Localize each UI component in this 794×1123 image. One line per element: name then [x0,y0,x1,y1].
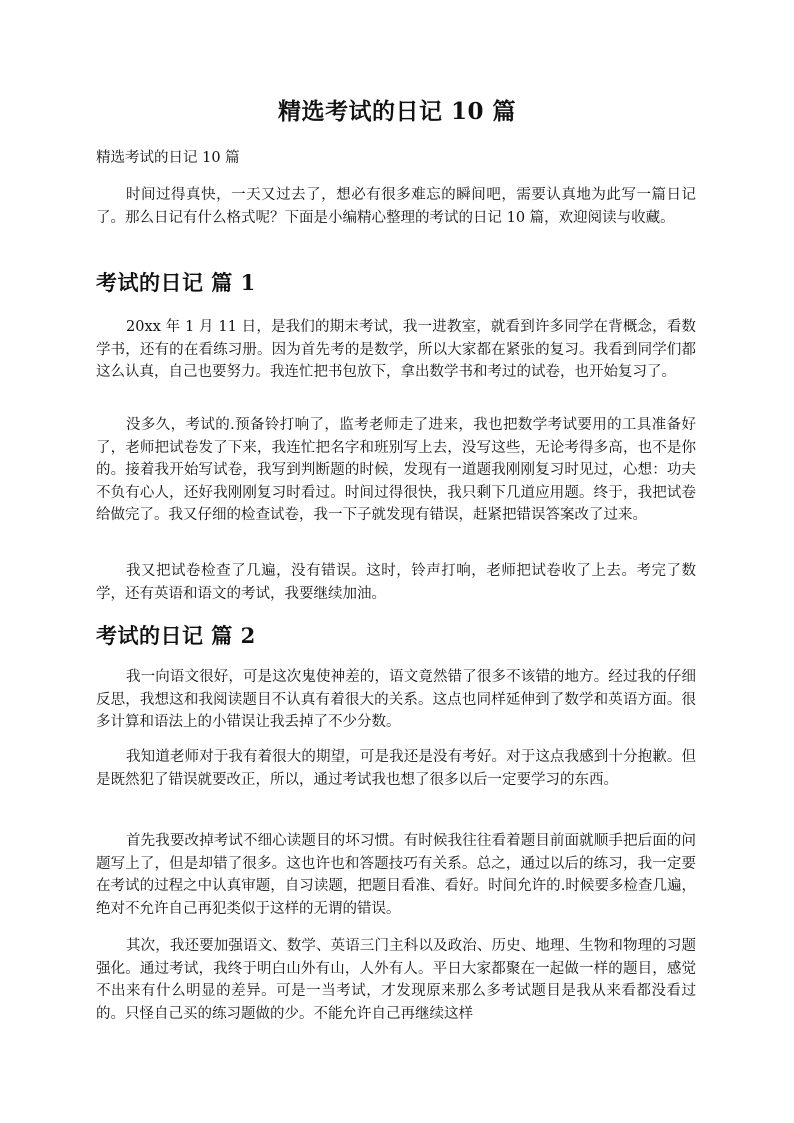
document-title: 精选考试的日记 10 篇 [277,98,517,125]
section-1-heading: 考试的日记 篇 1 [96,270,256,295]
intro-paragraph: 时间过得真快，一天又过去了，想必有很多难忘的瞬间吧，需要认真地为此写一篇日记了。那么日记有什么格式呢？下面是小编精心整理的考试的日记 10 篇，欢迎阅读与收藏。 [96,187,696,226]
document-subtitle: 精选考试的日记 10 篇 [96,150,240,166]
section-2-paragraph-4: 其次，我还要加强语文、数学、英语三门主科以及政治、历史、地理、生物和物理的习题强化。通过考试，我终于明白山外有山，人外有人。平日大家都聚在一起做一样的题目，感觉不出来有什么明显的差异。可是一当考试，才发现原来那么多考试题目是我从来看都没看过的。只怪自己买的练习题做的少。不能允许自己再继续这样 [96,938,696,1022]
section-2-paragraph-1: 我一向语文很好，可是这次鬼使神差的，语文竟然错了很多不该错的地方。经过我的仔细反思，我想这和我阅读题目不认真有着很大的关系。这点也同样延伸到了数学和英语方面。很多计算和语法上的小错误让我丢掉了不少分数。 [96,669,696,730]
section-1-paragraph-3: 我又把试卷检查了几遍，没有错误。这时，铃声打响，老师把试卷收了上去。考完了数学，还有英语和语文的考试，我要继续加油。 [96,563,696,602]
section-1-paragraph-1: 20xx 年 1 月 11 日，是我们的期末考试，我一进教室，就看到许多同学在背概念，看数学书，还有的在看练习册。因为首先考的是数学，所以大家都在紧张的复习。我看到同学们都这么认真，自己也要努力。我连忙把书包放下，拿出数学书和考过的试卷，也开始复习了。 [96,319,696,380]
section-2-paragraph-2: 我知道老师对于我有着很大的期望，可是我还是没有考好。对于这点我感到十分抱歉。但是既然犯了错误就要改正，所以，通过考试我也想了很多以后一定要学习的东西。 [96,749,696,788]
section-2-heading: 考试的日记 篇 2 [96,623,256,648]
section-1-paragraph-2: 没多久，考试的.预备铃打响了，监考老师走了进来，我也把数学考试要用的工具准备好了，老师把试卷发了下来，我连忙把名字和班别写上去，没写这些，无论考得多高，也不是你的。接着我开始写试卷，我写到判断题的时候，发现有一道题我刚刚复习时见过，心想：功夫不负有心人，还好我刚刚复习时看过。时间过得很快，我只剩下几道应用题。终于，我把试卷给做完了。我又仔细的检查试卷，我一下子就发现有错误，赶紧把错误答案改了过来。 [96,417,696,523]
section-2-paragraph-3: 首先我要改掉考试不细心读题目的坏习惯。有时候我往往看着题目前面就顺手把后面的问题写上了，但是却错了很多。这也许也和答题技巧有关系。总之，通过以后的练习，我一定要在考试的过程之中认真审题，自习读题，把题目看准、看好。时间允许的.时候要多检查几遍，绝对不允许自己再犯类似于这样的无谓的错误。 [96,833,696,917]
